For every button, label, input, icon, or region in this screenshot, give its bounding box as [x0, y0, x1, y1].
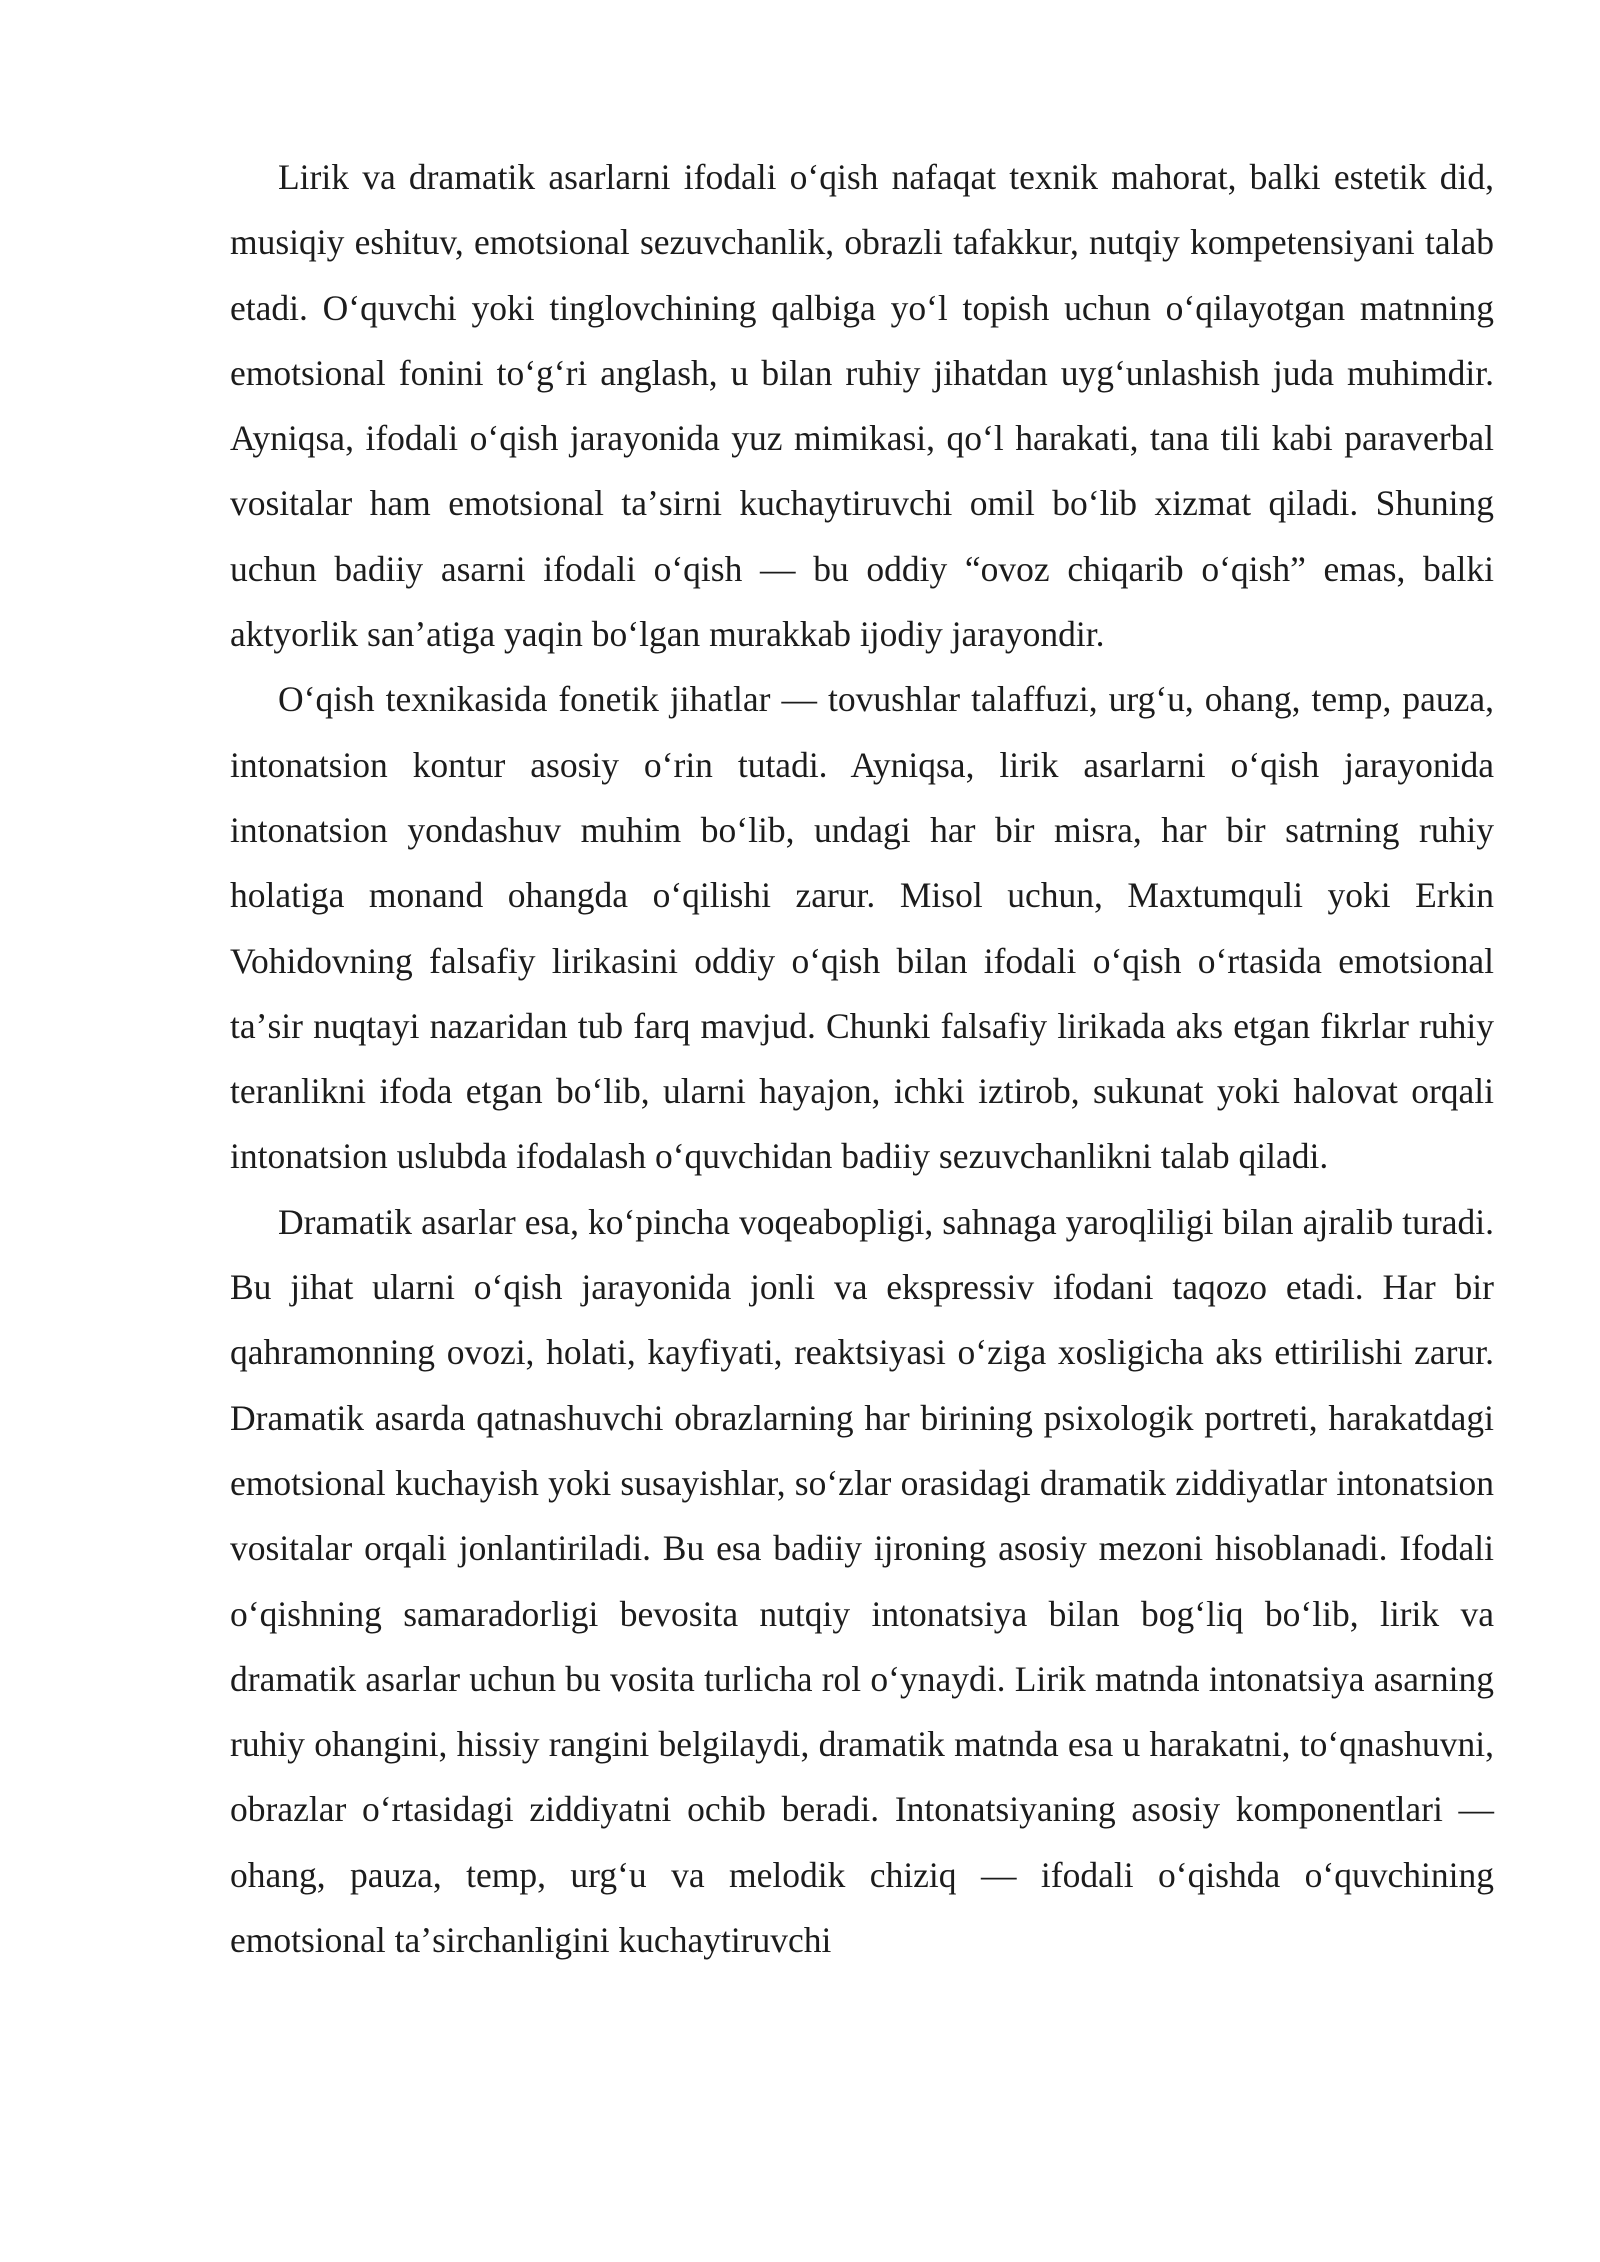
- paragraph-2: Oʻqish texnikasida fonetik jihatlar — tovushlar talaffuzi, urgʻu, ohang, temp, pauza, intonatsion kontur asosiy oʻrin tutadi. Ayniqsa, lirik asarlarni oʻqish jarayonida intonatsion yondashuv muhim boʻlib, undagi har bir misra, har bir satrning ruhiy holatiga monand ohangda oʻqilishi zarur. Misol uchun, Maxtumquli yoki Erkin Vohidovning falsafiy lirikasini oddiy oʻqish bilan ifodali oʻqish oʻrtasida emotsional taʼsir nuqtayi nazaridan tub farq mavjud. Chunki falsafiy lirikada aks etgan fikrlar ruhiy teranlikni ifoda etgan boʻlib, ularni hayajon, ichki iztirob, sukunat yoki halovat orqali intonatsion uslubda ifodalash oʻquvchidan badiiy sezuvchanlikni talab qiladi.: [230, 679, 1494, 1177]
- paragraph-1: Lirik va dramatik asarlarni ifodali oʻqish nafaqat texnik mahorat, balki estetik did, musiqiy eshituv, emotsional sezuvchanlik, obrazli tafakkur, nutqiy kompetensiyani talab etadi. Oʻquvchi yoki tinglovchining qalbiga yoʻl topish uchun oʻqilayotgan matnning emotsional fonini toʻgʻri anglash, u bilan ruhiy jihatdan uygʻunlashish juda muhimdir. Ayniqsa, ifodali oʻqish jarayonida yuz mimikasi, qoʻl harakati, tana tili kabi paraverbal vositalar ham emotsional taʼsirni kuchaytiruvchi omil boʻlib xizmat qiladi. Shuning uchun badiiy asarni ifodali oʻqish — bu oddiy “ovoz chiqarib oʻqish” emas, balki aktyorlik sanʼatiga yaqin boʻlgan murakkab ijodiy jarayondir.: [230, 157, 1494, 655]
- body-text: [230, 145, 1494, 1973]
- paragraph-3: Dramatik asarlar esa, koʻpincha voqeabopligi, sahnaga yaroqliligi bilan ajralib turadi. Bu jihat ularni oʻqish jarayonida jonli va ekspressiv ifodani taqozo etadi. Har bir qahramonning ovozi, holati, kayfiyati, reaktsiyasi oʻziga xosligicha aks ettirilishi zarur. Dramatik asarda qatnashuvchi obrazlarning har birining psixologik portreti, harakatdagi emotsional kuchayish yoki susayishlar, soʻzlar orasidagi dramatik ziddiyatlar intonatsion vositalar orqali jonlantiriladi. Bu esa badiiy ijroning asosiy mezoni hisoblanadi. Ifodali oʻqishning samaradorligi bevosita nutqiy intonatsiya bilan bogʻliq boʻlib, lirik va dramatik asarlar uchun bu vosita turlicha rol oʻynaydi. Lirik matnda intonatsiya asarning ruhiy ohangini, hissiy rangini belgilaydi, dramatik matnda esa u harakatni, toʻqnashuvni, obrazlar oʻrtasidagi ziddiyatni ochib beradi. Intonatsiyaning asosiy komponentlari — ohang, pauza, temp, urgʻu va melodik chiziq — ifodali oʻqishda oʻquvchining emotsional taʼsirchanligini kuchaytiruvchi: [230, 1201, 1494, 1961]
